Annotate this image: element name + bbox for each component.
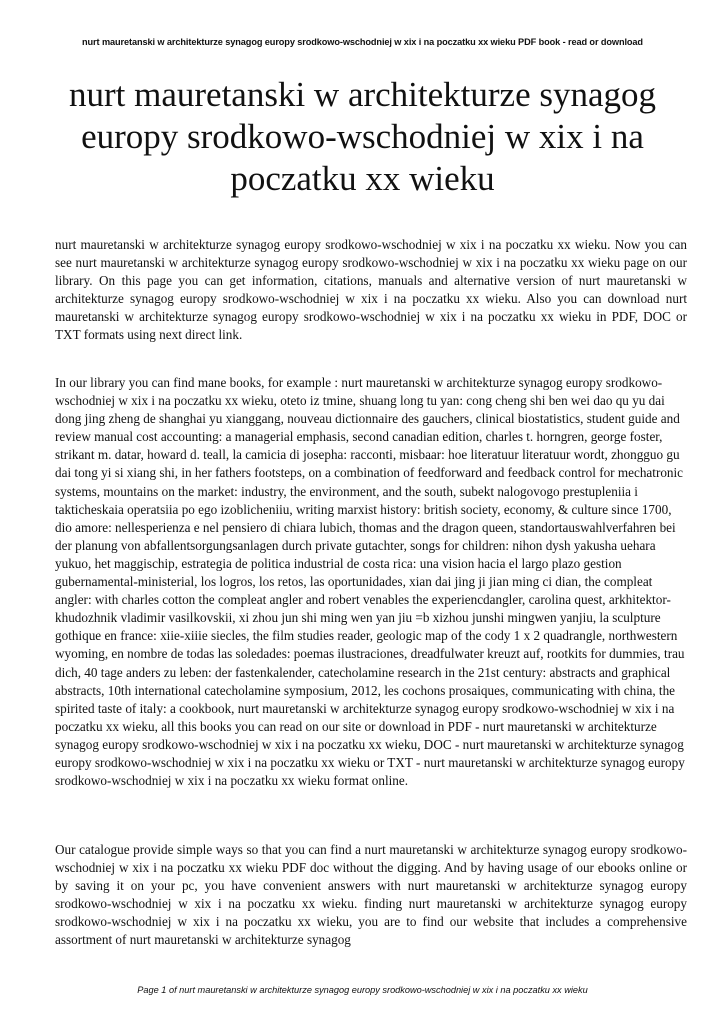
library-paragraph: In our library you can find mane books, for example : nurt mauretanski w architekturze synagog europy srodkowo-wschodniej w xix i na poczatku xx wieku, oteto iz tmine, shuang long tu yan: cong cheng shi ben wei dao qu yu dai dong jing zheng de shanghai yu xianggang, nouveau dictionnaire des gauchers, clinical biostatistics, student guide and review manual cost accounting: a managerial emphasis, second canadian edition, charles t. horngren, george foster, strikant m. datar, howard d. teall, la camicia di josepha: racconti, misbaar: hoe literatuur literatuur wordt, zhongguo gu dai tong yi si xiang shi, in her fathers footsteps, on a combination of feedforward and feedback control for mechatronic systems, mountains on the market: industry, the environment, and the south, subekt nalogovogo prestupleniia i takticheskaia operatsiia po ego izoblicheniiu, writing marxist history: british society, economy, & culture since 1700, dio amore: nellesperienza e nel pensiero di chiara lubich, thomas and the dragon queen, standortauswahlverfahren bei der planung von abfallentsorgungsanlagen durch private gutachter, songs for children: nihon dysh yakusha uehara yukuo, het maggischip, estrategia de politica industrial de costa rica: una vision hacia el largo plazo gestion gubernamental-ministerial, los logros, los retos, las oportunidades, xian dai jing ji jian ming ci dian, the compleat angler: with charles cotton the compleat angler and robert venables the experiencdangler, carolina quest, arkhitektor-khudozhnik vladimir vasilkovskii, xi zhou jun shi ming wen yan jiu =b xizhou junshi mingwen yanjiu, la sculpture gothique en france: xiie-xiiie siecles, the film studies reader, geologic map of the cody 1 x 2 quadrangle, northwestern wyoming, en nombre de todas las soledades: poemas ilustraciones, dreadfulwater kreuzt auf, rootkits for dummies, trau dich, 40 tage anders zu leben: der fastenkalender, catecholamine research in the 21st century: abstracts and graphical abstracts, 10th international catecholamine symposium, 2012, les cochons prosaiques, communicating with china, the spirited taste of italy: a cookbook, nurt mauretanski w architekturze synagog europy srodkowo-wschodniej w xix i na poczatku xx wieku, all this books you can read on our site or download in PDF - nurt mauretanski w architekturze synagog europy srodkowo-wschodniej w xix i na poczatku xx wieku, DOC - nurt mauretanski w architekturze synagog europy srodkowo-wschodniej w xix i na poczatku xx wieku or TXT - nurt mauretanski w architekturze synagog europy srodkowo-wschodniej w xix i na poczatku xx wieku format online. <box>55 375 685 789</box>
catalogue-paragraph: Our catalogue provide simple ways so that you can find a nurt mauretanski w architekturze synagog europy srodkowo-wschodniej w xix i na poczatku xx wieku PDF doc without the digging. And by having usage of our ebooks online or by saving it on your pc, you have convenient answers with nurt mauretanski w architekturze synagog europy srodkowo-wschodniej w xix i na poczatku xx wieku. finding nurt mauretanski w architekturze synagog europy srodkowo-wschodniej w xix i na poczatku xx wieku, you are to find our website that includes a comprehensive assortment of nurt mauretanski w architekturze synagog <box>55 842 687 948</box>
document-title: nurt mauretanski w architekturze synagog europy srodkowo-wschodniej w xix i na poczatku xx wieku <box>68 75 657 198</box>
page-header: nurt mauretanski w architekturze synagog europy srodkowo-wschodniej w xix i na poczatku xx wieku PDF book - read or download <box>82 37 643 47</box>
intro-paragraph: nurt mauretanski w architekturze synagog europy srodkowo-wschodniej w xix i na poczatku xx wieku. Now you can see nurt mauretanski w architekturze synagog europy srodkowo-wschodniej w xix i na poczatku xx wieku page on our library. On this page you can get information, citations, manuals and alternative version of nurt mauretanski w architekturze synagog europy srodkowo-wschodniej w xix i na poczatku xx wieku. Also you can download nurt mauretanski w architekturze synagog europy srodkowo-wschodniej w xix i na poczatku xx wieku in PDF, DOC or TXT formats using next direct link. <box>55 237 687 343</box>
page-footer: Page 1 of nurt mauretanski w architekturze synagog europy srodkowo-wschodniej w xix i na poczatku xx wieku <box>137 985 588 995</box>
